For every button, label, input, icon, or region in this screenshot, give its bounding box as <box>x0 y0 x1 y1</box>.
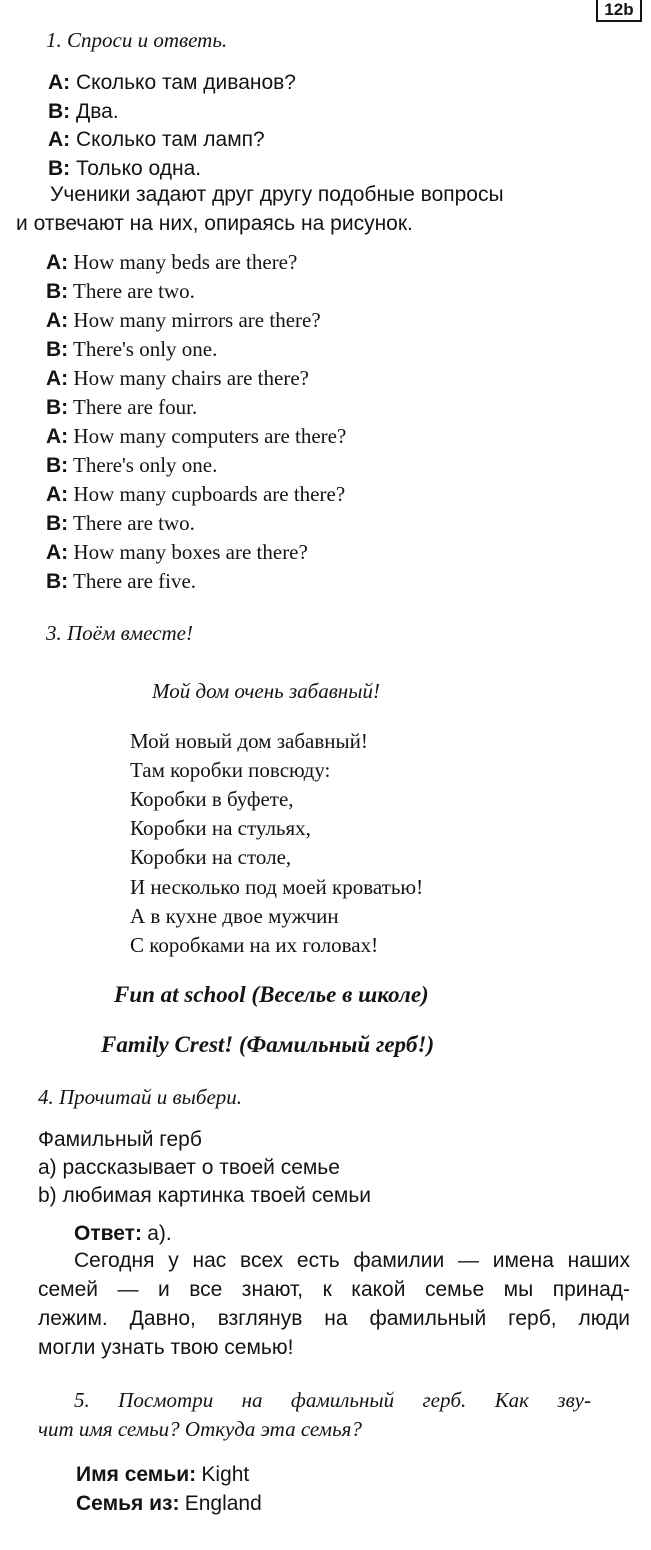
speaker-label: A: <box>46 251 69 274</box>
family-from-label: Семья из: <box>76 1492 180 1515</box>
dialog-line <box>48 127 265 153</box>
speaker-label: B: <box>46 454 69 477</box>
dialog-text: There are two. <box>73 511 195 535</box>
answer-label: Ответ: <box>74 1222 142 1245</box>
family-from-line <box>76 1490 262 1517</box>
dialog-text: There are four. <box>73 395 198 419</box>
poem-line: Коробки на столе, <box>130 845 292 870</box>
poem-line: Мой новый дом забавный! <box>130 729 368 753</box>
speaker-label: A: <box>48 71 71 94</box>
poem-line: А в кухне двое мужчин <box>130 903 339 928</box>
speaker-label: B: <box>46 280 69 303</box>
dialog-text: There's only one. <box>73 453 218 477</box>
dialog-text: There are two. <box>73 279 195 303</box>
dialog-line <box>46 452 217 479</box>
dialog-line <box>46 278 195 305</box>
dialog-text: How many mirrors are there? <box>73 308 321 332</box>
paragraph-line: Сегодня у нас всех есть фамилии — имена наших <box>74 1249 630 1272</box>
dialog-line <box>46 423 346 450</box>
dialog-text: Два. <box>76 99 119 123</box>
dialog-line <box>46 394 197 421</box>
poem-line: С коробками на их головах! <box>130 932 379 957</box>
dialog-line <box>46 568 196 595</box>
poem-line: Там коробки повсюду: <box>130 758 331 783</box>
speaker-label: B: <box>46 338 69 361</box>
dialog-line <box>48 156 201 182</box>
dialog-text: How many cupboards are there? <box>73 482 346 506</box>
exercise-1-title: 1. Спроси и ответь. <box>46 28 228 52</box>
speaker-label: A: <box>48 128 71 152</box>
crest-question: Фамильный герб <box>38 1128 202 1151</box>
exercise-3-title: 3. Поём вместе! <box>46 621 193 645</box>
dialog-text: Сколько там диванов? <box>76 71 296 94</box>
dialog-line <box>46 249 297 276</box>
speaker-label: B: <box>46 512 69 535</box>
exercise-5-title-line-2: чит имя семьи? Откуда эта семья? <box>38 1417 362 1441</box>
paragraph-last-line: могли узнать твою семью! <box>38 1336 294 1359</box>
speaker-label: B: <box>48 157 71 181</box>
poem-title: Мой дом очень забавный! <box>152 679 380 703</box>
family-from-value: England <box>184 1492 262 1515</box>
heading-family-crest: Family Crest! (Фамильный герб!) <box>101 1032 435 1057</box>
exercise-4-title: 4. Прочитай и выбери. <box>38 1085 243 1109</box>
option-b: b) любимая картинка твоей семьи <box>38 1184 371 1207</box>
dialog-text: There are five. <box>73 569 197 593</box>
dialog-text: How many chairs are there? <box>73 366 309 390</box>
page-number-badge: 12b <box>596 0 642 22</box>
dialog-text: There's only one. <box>73 337 218 361</box>
dialog-line <box>46 539 308 566</box>
exercise-5-title-line-1: 5. Посмотри на фамильный герб. Как зву- <box>74 1388 591 1412</box>
speaker-label: B: <box>46 570 69 593</box>
family-name-label: Имя семьи: <box>76 1463 197 1486</box>
instruction-line-2: и отвечают на них, опираясь на рисунок. <box>16 212 413 235</box>
speaker-label: B: <box>48 99 71 123</box>
family-name-value: Kight <box>201 1463 250 1486</box>
dialog-line <box>48 70 296 96</box>
dialog-line <box>46 307 321 334</box>
paragraph-line: лежим. Давно, взглянув на фамильный герб, люди <box>38 1307 630 1330</box>
dialog-text: How many boxes are there? <box>73 540 308 564</box>
heading-fun-at-school: Fun at school (Веселье в школе) <box>114 982 429 1007</box>
poem-line: И несколько под моей кроватью! <box>130 874 424 899</box>
speaker-label: B: <box>46 396 69 419</box>
instruction-line-1: Ученики задают друг другу подобные вопросы <box>50 183 504 206</box>
poem-line: Коробки в буфете, <box>130 787 294 812</box>
speaker-label: A: <box>46 541 69 564</box>
speaker-label: A: <box>46 309 69 332</box>
speaker-label: A: <box>46 367 69 390</box>
answer-line <box>74 1220 172 1247</box>
dialog-text: Сколько там ламп? <box>76 128 265 152</box>
speaker-label: A: <box>46 425 69 448</box>
dialog-line <box>46 510 195 537</box>
dialog-text: How many computers are there? <box>73 424 347 448</box>
dialog-line <box>46 336 217 363</box>
dialog-text: How many beds are there? <box>73 250 298 274</box>
dialog-line <box>46 365 309 392</box>
dialog-text: Только одна. <box>76 157 202 181</box>
answer-value: а). <box>147 1222 172 1245</box>
dialog-line <box>48 99 119 125</box>
paragraph-line: семей — и все знают, к какой семье мы принад- <box>38 1278 630 1301</box>
family-name-line <box>76 1461 249 1488</box>
poem-line: Коробки на стульях, <box>130 816 311 841</box>
speaker-label: A: <box>46 483 69 506</box>
option-a: а) рассказывает о твоей семье <box>38 1156 340 1179</box>
dialog-line <box>46 481 345 508</box>
